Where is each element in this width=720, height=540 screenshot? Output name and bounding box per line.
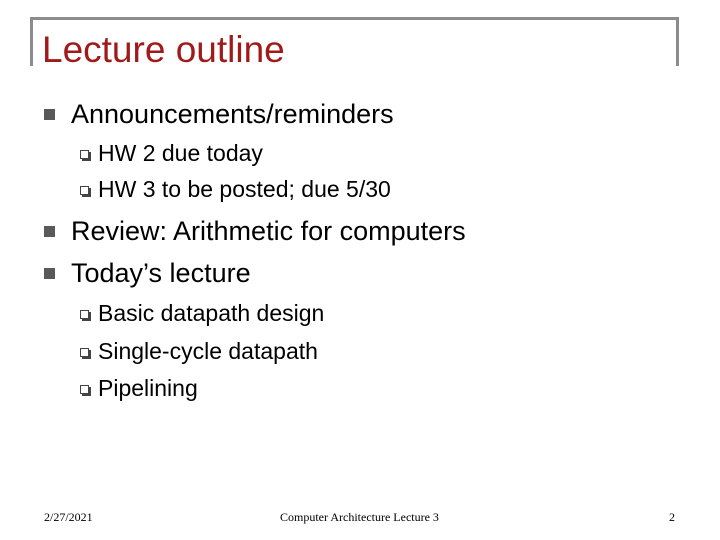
square-bullet-icon [44,109,55,120]
hollow-square-bullet-icon [80,310,89,319]
hollow-square-bullet-icon [80,150,89,159]
sub-bullet-text: Single-cycle datapath [98,338,318,364]
title-frame-left [30,17,33,66]
footer-page-number: 2 [669,510,675,524]
footer-date: 2/27/2021 [44,510,93,524]
title-frame-top [30,17,679,20]
title-frame-right [676,17,679,66]
bullet-text: Today’s lecture [71,258,251,288]
footer-course: Computer Architecture Lecture 3 [280,510,439,524]
bullet-text: Review: Arithmetic for computers [71,216,466,246]
square-bullet-icon [44,226,55,237]
sub-bullet-text: HW 2 due today [98,140,263,166]
hollow-square-bullet-icon [80,186,89,195]
hollow-square-bullet-icon [80,348,89,357]
bullet-text: Announcements/reminders [71,99,394,129]
sub-bullet-text: Pipelining [98,375,198,401]
sub-bullet-text: HW 3 to be posted; due 5/30 [98,176,391,202]
hollow-square-bullet-icon [80,385,89,394]
square-bullet-icon [44,268,55,279]
sub-bullet-text: Basic datapath design [98,300,325,326]
slide-title: Lecture outline [42,29,285,70]
